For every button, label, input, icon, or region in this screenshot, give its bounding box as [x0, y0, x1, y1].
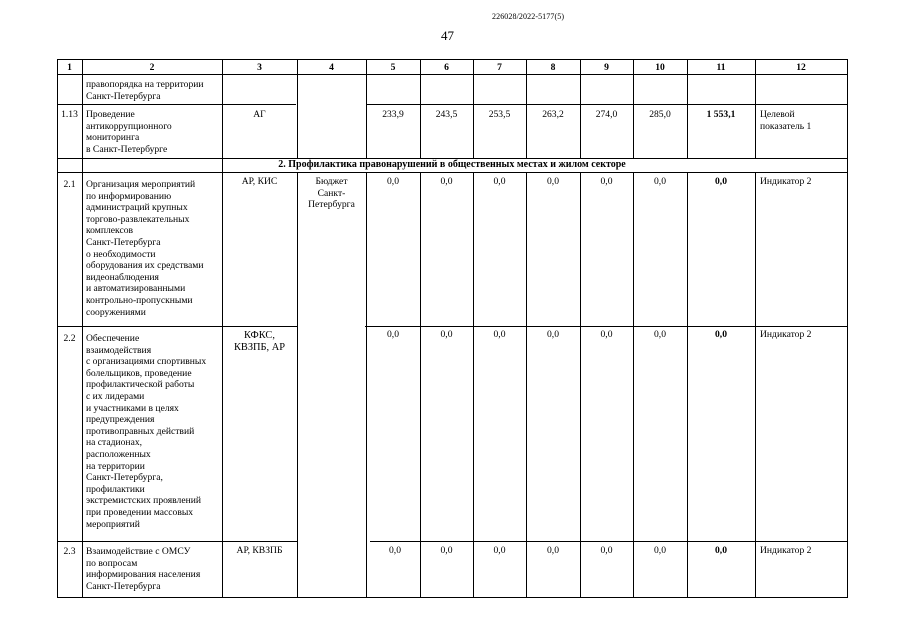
value-cell: 0,0 — [654, 176, 666, 187]
total-cell: 1 553,1 — [706, 109, 736, 120]
value-cell: 0,0 — [547, 329, 559, 340]
column-header: 3 — [257, 62, 262, 73]
value-cell: 0,0 — [440, 545, 453, 556]
value-cell: 233,9 — [382, 109, 404, 120]
measure-name: Организация мероприятий по информированию администраций крупных торгово-развлекательных комплексов Санкт-Петербурга о необходимости оборудования их средствами видеонаблюдения и автоматизированными контрольно-пропускными сооружениями — [86, 179, 204, 318]
column-header: 10 — [655, 62, 665, 73]
value-cell: 0,0 — [654, 545, 666, 556]
total-cell: 0,0 — [715, 329, 727, 340]
value-cell: 263,2 — [542, 109, 564, 120]
column-header: 2 — [149, 62, 155, 73]
value-cell: 0,0 — [600, 176, 613, 187]
value-cell: 285,0 — [649, 109, 671, 120]
column-header: 7 — [497, 62, 502, 73]
value-cell: 0,0 — [493, 329, 506, 340]
value-cell: 0,0 — [387, 329, 399, 340]
continuation-text: правопорядка на территории Санкт-Петербурга — [86, 79, 204, 102]
column-header: 11 — [716, 62, 726, 73]
indicator-cell: Индикатор 2 — [760, 329, 812, 340]
row-number: 2.2 — [63, 333, 76, 344]
executor: КФКС, КВЗПБ, АР — [233, 330, 285, 353]
row-number: 1.13 — [61, 109, 78, 120]
value-cell: 0,0 — [440, 329, 453, 340]
measure-name: Взаимодействие с ОМСУ по вопросам информирования населения Санкт-Петербурга — [86, 546, 201, 592]
executor: АР, КВЗПБ — [236, 545, 283, 556]
column-header: 9 — [604, 62, 609, 73]
column-header: 1 — [67, 62, 72, 73]
value-cell: 253,5 — [488, 109, 511, 120]
value-cell: 0,0 — [654, 329, 666, 340]
column-header: 4 — [329, 62, 334, 73]
indicator-cell: Целевой показатель 1 — [760, 109, 812, 132]
value-cell: 274,0 — [595, 109, 618, 120]
value-cell: 0,0 — [547, 545, 559, 556]
value-cell: 0,0 — [389, 545, 401, 556]
column-header: 5 — [390, 62, 396, 73]
value-cell: 0,0 — [440, 176, 453, 187]
executor: АР, КИС — [241, 176, 278, 187]
value-cell: 0,0 — [600, 545, 613, 556]
value-cell: 0,0 — [547, 176, 559, 187]
value-cell: 0,0 — [493, 545, 506, 556]
row-number: 2.1 — [63, 179, 76, 190]
indicator-cell: Индикатор 2 — [760, 545, 812, 556]
document-number: 226028/2022-5177(5) — [492, 12, 565, 21]
total-cell: 0,0 — [715, 176, 727, 187]
value-cell: 243,5 — [435, 109, 458, 120]
value-cell: 0,0 — [600, 329, 613, 340]
column-header: 6 — [444, 62, 449, 73]
measure-name: Обеспечение взаимодействия с организациями спортивных болельщиков, проведение профилактической работы с их лидерами и участниками в целях предупреждения противоправных действий на стадионах, расположенных на территории Санкт-Петербурга, профилактики экстремистских проявлений при проведении массовых мероприятий — [86, 333, 207, 530]
funding-source: Бюджет Санкт- Петербурга — [308, 176, 355, 211]
column-header: 8 — [550, 62, 556, 73]
value-cell: 0,0 — [387, 176, 399, 187]
value-cell: 0,0 — [493, 176, 506, 187]
executor: АГ — [253, 109, 266, 120]
total-cell: 0,0 — [715, 545, 727, 556]
measure-name: Проведение антикоррупционного мониторинга в Санкт-Петербурге — [86, 109, 172, 155]
indicator-cell: Индикатор 2 — [760, 176, 812, 187]
column-header: 12 — [796, 62, 806, 73]
section-title: 2. Профилактика правонарушений в общественных местах и жилом секторе — [278, 159, 626, 170]
page-number: 47 — [441, 28, 454, 43]
row-number: 2.3 — [63, 546, 76, 557]
